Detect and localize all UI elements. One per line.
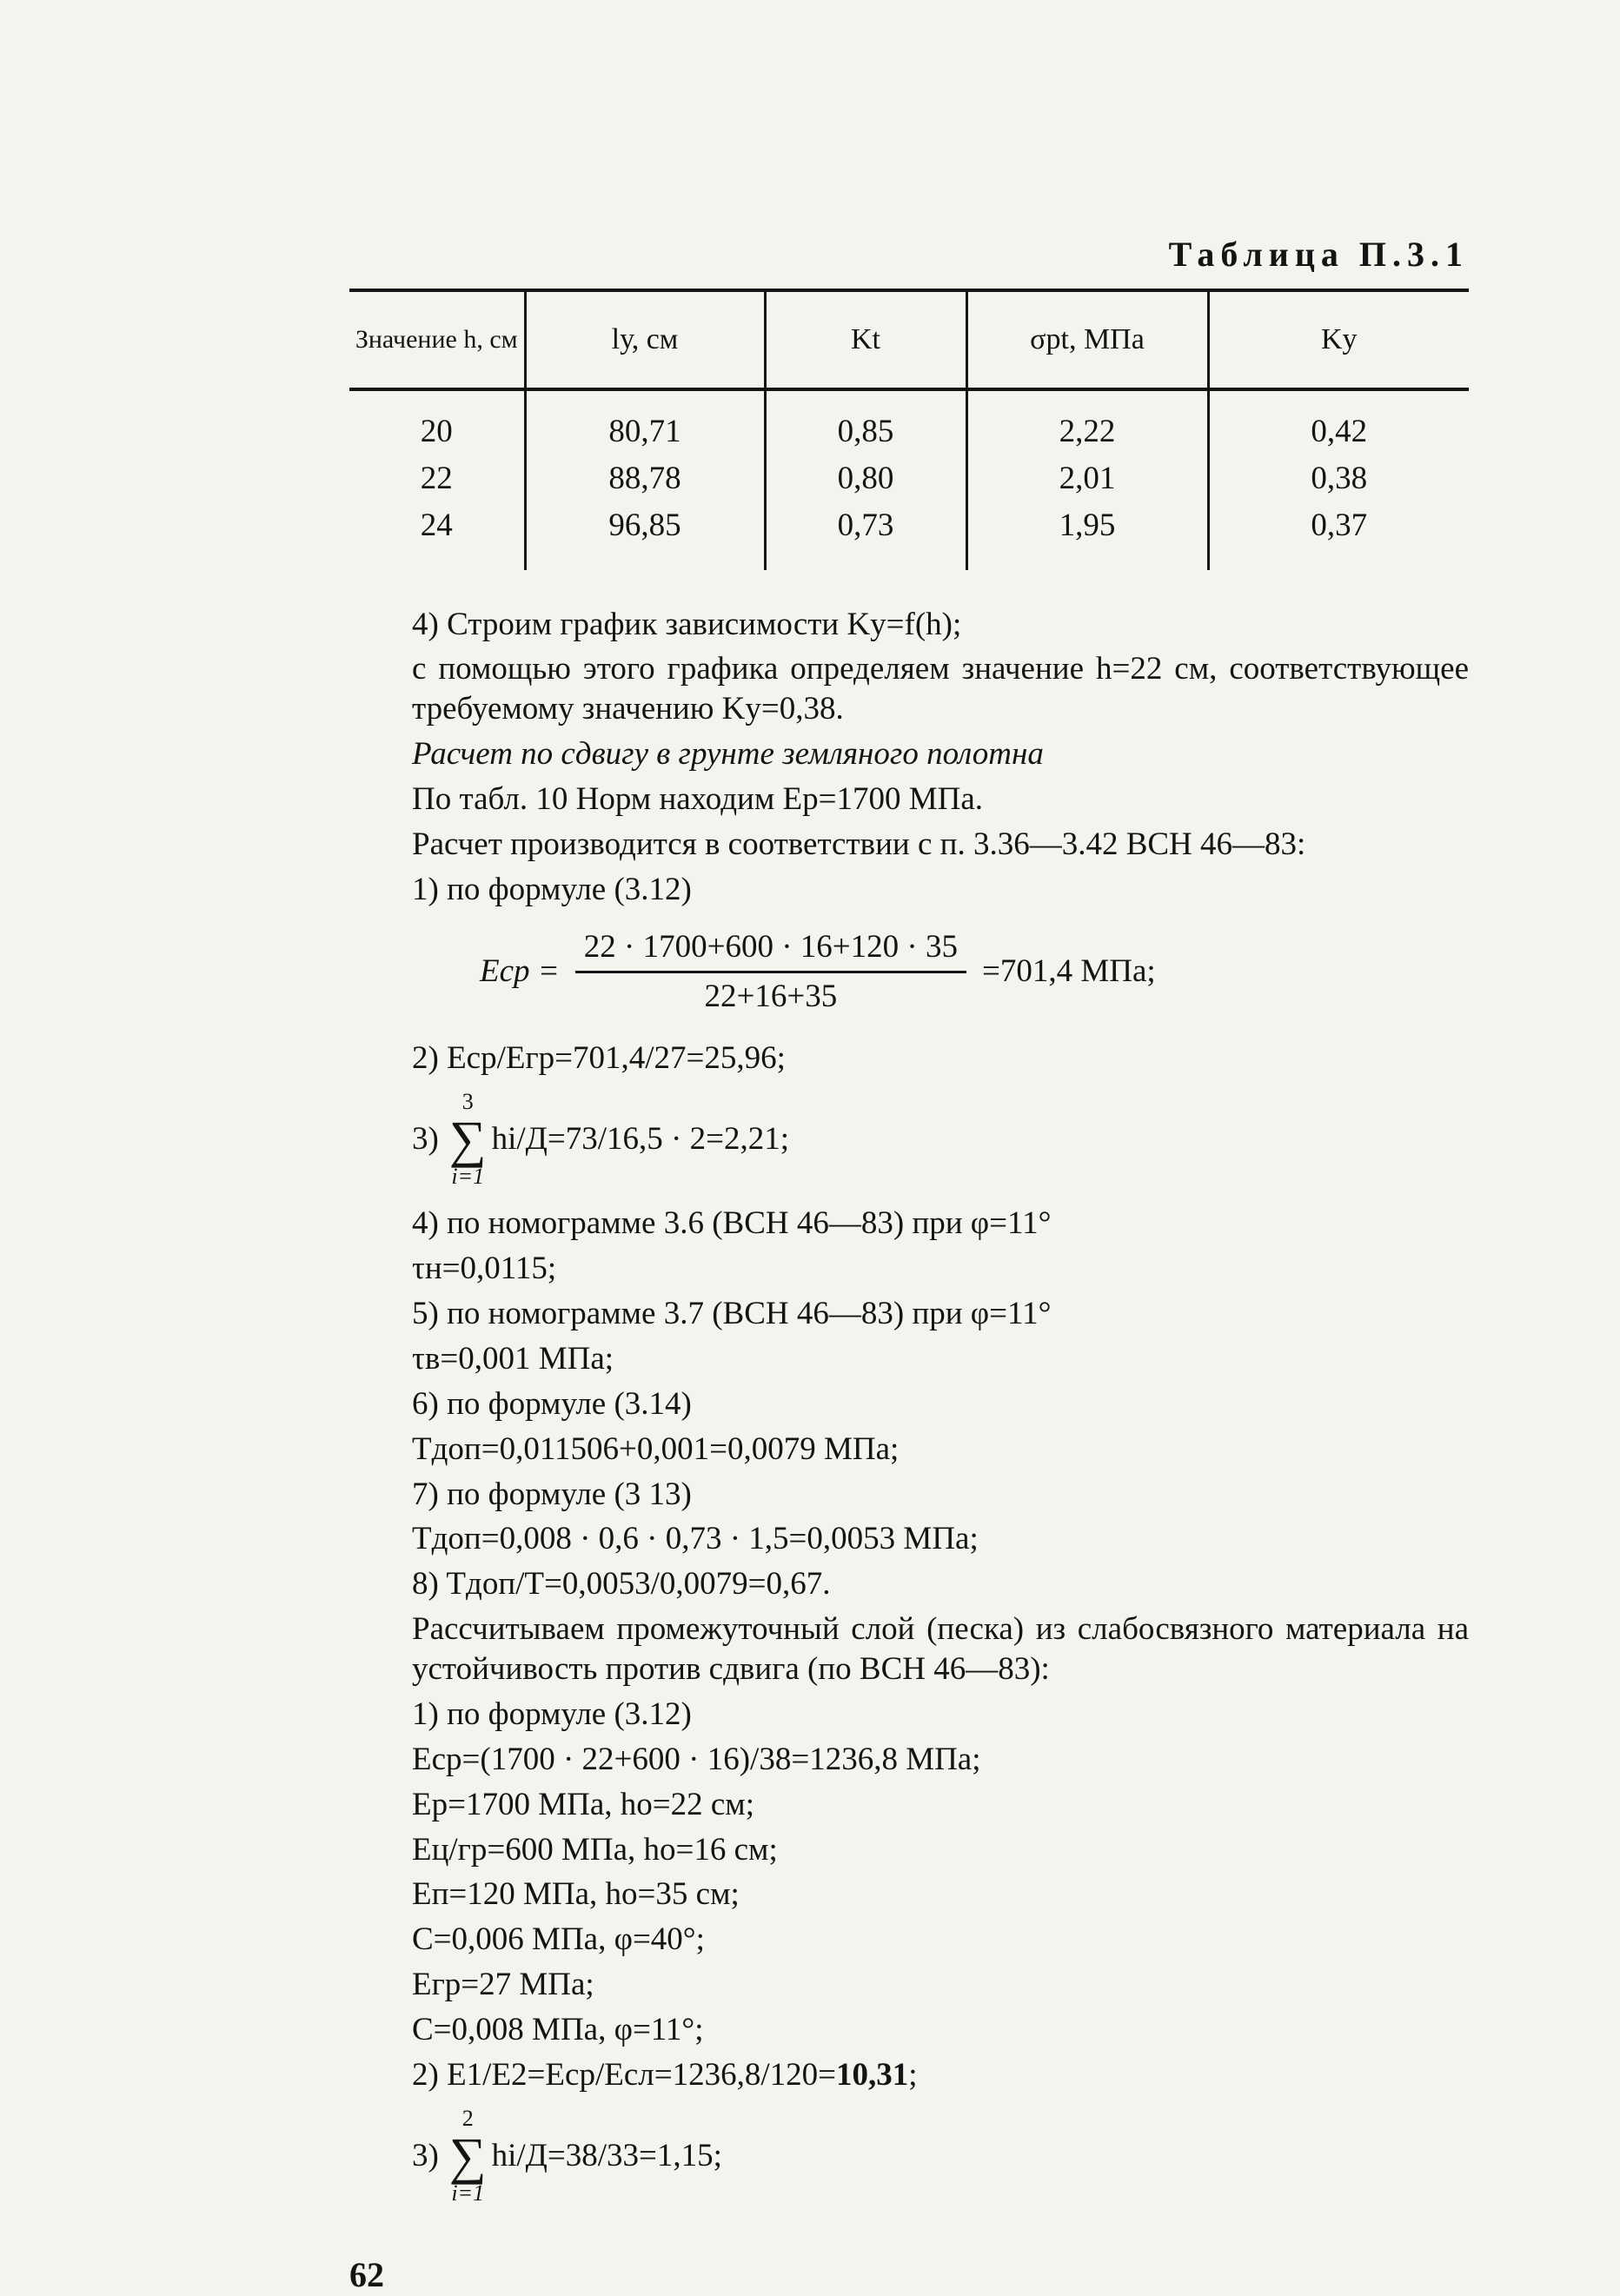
table-cell: 88,78: [525, 455, 765, 502]
table-cell: 2,22: [966, 389, 1208, 455]
table-cell: 0,37: [1208, 502, 1469, 570]
equation-lhs: Eср =: [480, 953, 560, 990]
data-table: [349, 289, 1469, 570]
table-cell: 80,71: [525, 389, 765, 455]
sum-lower-limit: i=1: [451, 2180, 485, 2206]
equation-rhs: =701,4 МПа;: [981, 953, 1156, 990]
ratio-value: 10,31: [835, 2056, 909, 2093]
sum-expression-2: [349, 2107, 1469, 2205]
step-6a: 6) по формуле (3.14): [412, 1385, 692, 1422]
sum-label: 3): [412, 2137, 439, 2173]
column-header-ky: Kу: [1208, 290, 1469, 389]
equation-esr: [349, 927, 1469, 1017]
intermediate-layer-text: Рассчитываем промежуточный слой (песка) из слабосвязного материала на устойчивость против сдвига (по ВСН 46—83):: [412, 1611, 1469, 1688]
layer-param-1: Ep=1700 МПа, ho=22 см;: [412, 1786, 754, 1822]
table-cell: 24: [420, 507, 453, 543]
table-cell: 1,95: [966, 502, 1208, 570]
step-2: 2) Eср/Eгр=701,4/27=25,96;: [412, 1040, 786, 1077]
page-content: [349, 233, 1469, 2296]
sum-expression: hi/Д=73/16,5 · 2=2,21;: [491, 1121, 790, 1158]
column-header-kt: Kt: [765, 290, 966, 389]
calculation-text: [349, 605, 1469, 2296]
table-row: [349, 502, 1469, 570]
step-8: 8) Tдоп/T=0,0053/0,0079=0,67.: [412, 1566, 831, 1603]
step-4b: τн=0,0115;: [412, 1251, 557, 1287]
table-header-row: [349, 290, 1469, 389]
column-header-ly: lу, см: [525, 290, 765, 389]
layer-param-2: Eц/гр=600 МПа, ho=16 см;: [412, 1831, 778, 1868]
table-cell: 96,85: [525, 502, 765, 570]
step-4a: 4) по номограмме 3.6 (ВСН 46—83) при φ=11°: [412, 1205, 1052, 1242]
sum-lower-limit: i=1: [451, 1164, 485, 1190]
layer-param-4: C=0,006 МПа, φ=40°;: [412, 1921, 705, 1958]
table-cell: 0,42: [1208, 389, 1469, 455]
table-cell: 22: [420, 460, 453, 496]
ratio-line: [349, 2055, 1469, 2095]
sum-expression-1: [349, 1091, 1469, 1188]
sum-symbol: [449, 1091, 487, 1188]
table-row: [349, 455, 1469, 502]
formula-label-2: 1) по формуле (3.12): [412, 1695, 692, 1732]
step-plot: 4) Строим график зависимости Kу=f(h);: [412, 606, 962, 642]
ratio-text: 2) E1/E2=Eср/Eсл=1236,8/120=: [412, 2056, 836, 2093]
column-header-h: Значение h, см: [349, 290, 525, 389]
norms-line: По табл. 10 Норм находим Ep=1700 МПа.: [412, 781, 984, 818]
formula-label: 1) по формуле (3.12): [412, 871, 692, 907]
layer-param-5: Eгр=27 МПа;: [412, 1967, 594, 2003]
layer-param-6: C=0,008 МПа, φ=11°;: [412, 2012, 704, 2048]
fraction-numerator: 22 · 1700+600 · 16+120 · 35: [575, 927, 966, 973]
step-5b: τв=0,001 МПа;: [412, 1340, 614, 1377]
page-number: 62: [349, 2254, 384, 2294]
sum-expression: hi/Д=38/33=1,15;: [491, 2137, 722, 2173]
step-5a: 5) по номограмме 3.7 (ВСН 46—83) при φ=11°: [412, 1296, 1052, 1332]
step-plot-result: с помощью этого графика определяем значение h=22 см, соответствующее требуемому значению Kу=0,38.: [412, 651, 1469, 727]
sum-label: 3): [412, 1121, 439, 1158]
table-caption: Таблица П.3.1: [1168, 235, 1469, 274]
sum-upper-limit: 2: [461, 2105, 474, 2131]
layer-param-3: Eп=120 МПа, ho=35 см;: [412, 1876, 740, 1913]
fraction-denominator: 22+16+35: [704, 978, 838, 1014]
table-cell: 0,38: [1208, 455, 1469, 502]
calc-line: Расчет производится в соответствии с п. 3.36—3.42 ВСН 46—83:: [412, 826, 1306, 862]
section-title: Расчет по сдвигу в грунте земляного полотна: [412, 736, 1044, 773]
step-7b: Tдоп=0,008 · 0,6 · 0,73 · 1,5=0,0053 МПа;: [412, 1521, 979, 1557]
step-7a: 7) по формуле (3 13): [412, 1476, 692, 1512]
step-6b: Tдоп=0,011506+0,001=0,0079 МПа;: [412, 1430, 900, 1467]
table-cell: 2,01: [966, 455, 1208, 502]
table-cell: 0,73: [765, 502, 966, 570]
ratio-tail: ;: [908, 2056, 918, 2093]
table-cell: 0,85: [765, 389, 966, 455]
table-cell: 20: [420, 413, 453, 449]
sum-upper-limit: 3: [461, 1089, 474, 1115]
column-header-sigma: σpt, МПа: [966, 290, 1208, 389]
sigma-icon: ∑: [448, 1111, 487, 1169]
sum-symbol: [449, 2107, 487, 2205]
sigma-icon: ∑: [448, 2127, 487, 2185]
table-cell: 0,80: [765, 455, 966, 502]
table-row: [349, 389, 1469, 455]
equation-esr-2: Eср=(1700 · 22+600 · 16)/38=1236,8 МПа;: [412, 1741, 981, 1777]
fraction: [575, 927, 966, 1017]
